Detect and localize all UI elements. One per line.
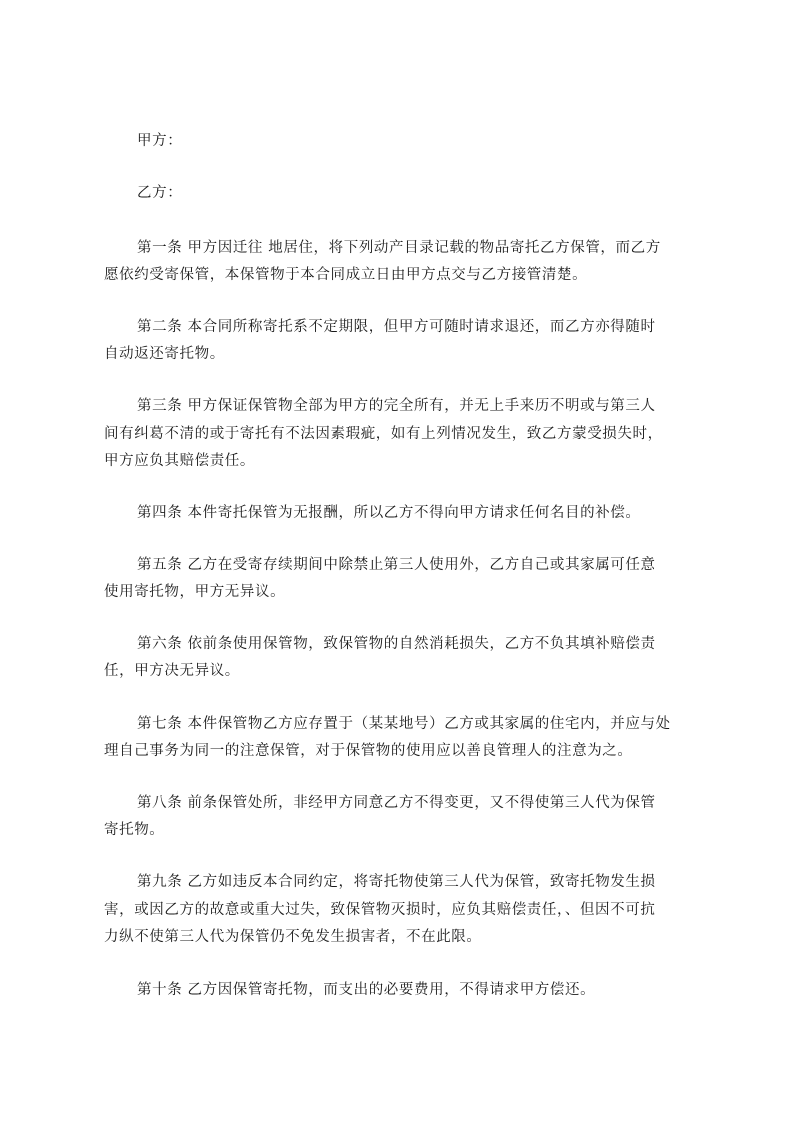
article-5-line-1: 第五条 乙方在受寄存续期间中除禁止第三人使用外，乙方自己或其家属可任意 [137,557,656,573]
article-1-line-2: 愿依约受寄保管，本保管物于本合同成立日由甲方点交与乙方接管清楚。 [104,267,588,283]
article-9-line-3: 力纵不使第三人代为保管仍不免发生损害者，不在此限。 [104,929,482,945]
article-9-line-2: 害，或因乙方的故意或重大过失，致保管物灭损时，应负其赔偿责任，、但因不可抗 [104,902,656,918]
article-8-line-1: 第八条 前条保管处所，非经甲方同意乙方不得变更，又不得使第三人代为保管 [137,795,656,811]
article-2-line-1: 第二条 本合同所称寄托系不定期限，但甲方可随时请求退还，而乙方亦得随时 [137,319,656,335]
article-9-line-1: 第九条 乙方如违反本合同约定，将寄托物使第三人代为保管，致寄托物发生损 [137,874,656,890]
article-1-line-1: 第一条 甲方因迁往 地居住，将下列动产目录记载的物品寄托乙方保管，而乙方 [137,240,661,256]
article-3-line-2: 间有纠葛不清的或于寄托有不法因素瑕疵，如有上列情况发生，致乙方蒙受损失时， [104,426,663,442]
article-8-line-2: 寄托物。 [104,822,165,838]
article-7-line-2: 理自己事务为同一的注意保管，对于保管物的使用应以善良管理人的注意为之。 [104,743,633,759]
article-3-line-3: 甲方应负其赔偿责任。 [104,453,255,469]
article-6-line-1: 第六条 依前条使用保管物，致保管物的自然消耗损失，乙方不负其填补赔偿责 [137,636,656,652]
party-a-label: 甲方： [137,133,183,149]
article-6-line-2: 任，甲方决无异议。 [104,663,240,679]
article-7-line-1: 第七条 本件保管物乙方应存置于（某某地号）乙方或其家属的住宅内，并应与处 [137,716,671,732]
article-4-line-1: 第四条 本件寄托保管为无报酬，所以乙方不得向甲方请求任何名目的补偿。 [137,505,641,521]
article-10-line-1: 第十条 乙方因保管寄托物，而支出的必要费用，不得请求甲方偿还。 [137,982,596,998]
party-b-label: 乙方： [137,185,183,201]
article-2-line-2: 自动返还寄托物。 [104,346,225,362]
article-3-line-1: 第三条 甲方保证保管物全部为甲方的完全所有，并无上手来历不明或与第三人 [137,398,656,414]
article-5-line-2: 使用寄托物，甲方无异议。 [104,584,286,600]
